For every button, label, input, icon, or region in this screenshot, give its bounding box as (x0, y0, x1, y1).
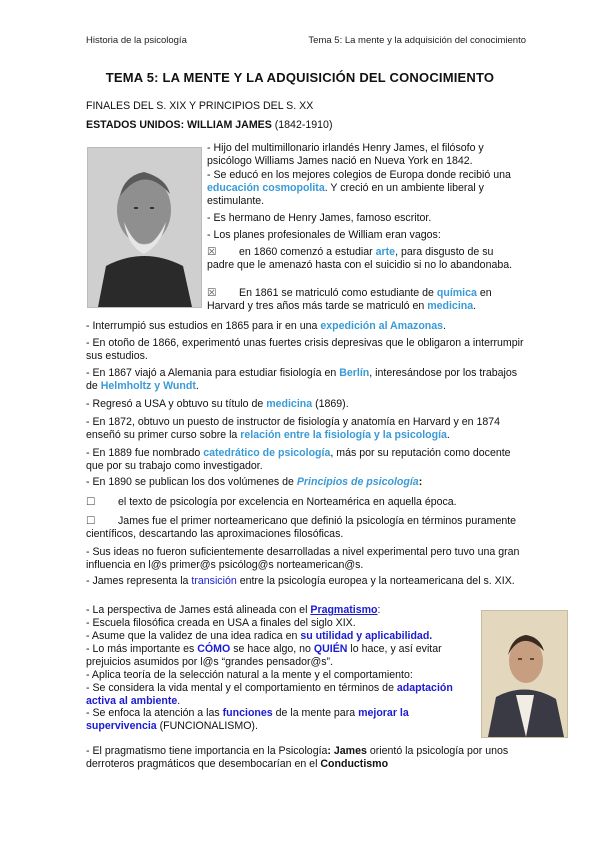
intro-bullet-1: ☒ en 1860 comenzó a estudiar arte, para disgusto de su padre que le amenazó hasta con el suicidio si no lo abandonaba. (207, 246, 513, 272)
intro-bullet-2: ☒ En 1861 se matriculó como estudiante de química en Harvard y tres años más tarde se matriculó en medicina. (207, 287, 492, 313)
event-4: - Regresó a USA y obtuvo su título de medicina (1869). (86, 398, 349, 410)
empty-box-icon: ☐ (86, 496, 96, 508)
pragmatism-6: - Se considera la vida mental y el comportamiento en términos de adaptación activa al ambiente. (86, 682, 453, 708)
event-8: - Sus ideas no fueron suficientemente desarrolladas a nivel experimental pero tuvo una gran influencia en l@s primer@s psicólog@s norteamerican@s. (86, 546, 520, 572)
section-dates: (1842-1910) (274, 119, 333, 131)
pragmatismo-link[interactable]: Pragmatismo (310, 604, 378, 616)
pragmatism-4: - Lo más importante es CÓMO se hace algo, no QUIÉN lo hace, y así evitar prejuicios asumidos por l@s “grandes pensador@s”. (86, 643, 442, 669)
event-6: - En 1889 fue nombrado catedrático de psicología, más por su reputación como docente que por su trabajo como investigador. (86, 447, 511, 473)
event-9: - James representa la transición entre la psicología europea y la norteamericana del s. XIX. (86, 575, 515, 587)
pragmatism-1: - La perspectiva de James está alineada con el Pragmatismo: (86, 604, 381, 616)
intro-p3: - Es hermano de Henry James, famoso escritor. (207, 212, 432, 224)
pragmatism-7: - Se enfoca la atención a las funciones de la mente para mejorar la supervivencia (FUNCIONALISMO). (86, 707, 409, 733)
pragmatism-5: - Aplica teoría de la selección natural a la mente y el comportamiento: (86, 669, 413, 681)
intro-p1: - Hijo del multimillonario irlandés Henry James, el filósofo y psicólogo Williams James nació en Nueva York en 1842. (207, 142, 484, 168)
header-left: Historia de la psicología (86, 35, 187, 46)
event-3: - En 1867 viajó a Alemania para estudiar fisiología en Berlín, interesándose por los trabajos de Helmholtz y Wundt. (86, 367, 518, 393)
event-2: - En otoño de 1866, experimentó unas fuertes crisis depresivas que le obligaron a interrumpir sus estudios. (86, 337, 524, 363)
checkbox-icon: ☒ (207, 287, 217, 299)
event-7: - En 1890 se publican los dos volúmenes de Principios de psicología: (86, 476, 423, 488)
event-7-sub-1: ☐ el texto de psicología por excelencia en Norteamérica en aquella época. (86, 496, 457, 508)
header-right: Tema 5: La mente y la adquisición del conocimiento (308, 35, 526, 46)
event-1: - Interrumpió sus estudios en 1865 para ir en una expedición al Amazonas. (86, 320, 446, 332)
page-title: TEMA 5: LA MENTE Y LA ADQUISICIÓN DEL CONOCIMIENTO (105, 70, 495, 85)
event-7-sub-2: ☐ James fue el primer norteamericano que definió la psicología en términos puramente científicos, descartando las aproximaciones filosóficas. (86, 515, 517, 541)
intro-p4: - Los planes profesionales de William eran vagos: (207, 229, 441, 241)
subtitle: FINALES DEL S. XIX Y PRINCIPIOS DEL S. XX (86, 100, 314, 112)
william-james-portrait (87, 147, 202, 308)
pragmatism-3: - Asume que la validez de una idea radica en su utilidad y aplicabilidad. (86, 630, 433, 642)
empty-box-icon: ☐ (86, 515, 96, 527)
pragmatism-8: - El pragmatismo tiene importancia en la Psicología: James orientó la psicología por unos derroteros pragmáticos que desembocarían en el Conductismo (86, 745, 509, 771)
intro-p2: - Se educó en los mejores colegios de Europa donde recibió una educación cosmopolita. Y creció en un ambiente liberal y estimulante. (207, 169, 511, 208)
section-heading (86, 119, 332, 132)
young-james-portrait (481, 610, 568, 738)
section-label: ESTADOS UNIDOS: WILLIAM JAMES (86, 119, 272, 131)
pragmatism-2: - Escuela filosófica creada en USA a finales del siglo XIX. (86, 617, 356, 629)
checkbox-icon: ☒ (207, 246, 217, 258)
event-5: - En 1872, obtuvo un puesto de instructor de fisiología y anatomía en Harvard y en 1874 enseñó su primer curso sobre la relación entre la fisiología y la psicología. (86, 416, 501, 442)
